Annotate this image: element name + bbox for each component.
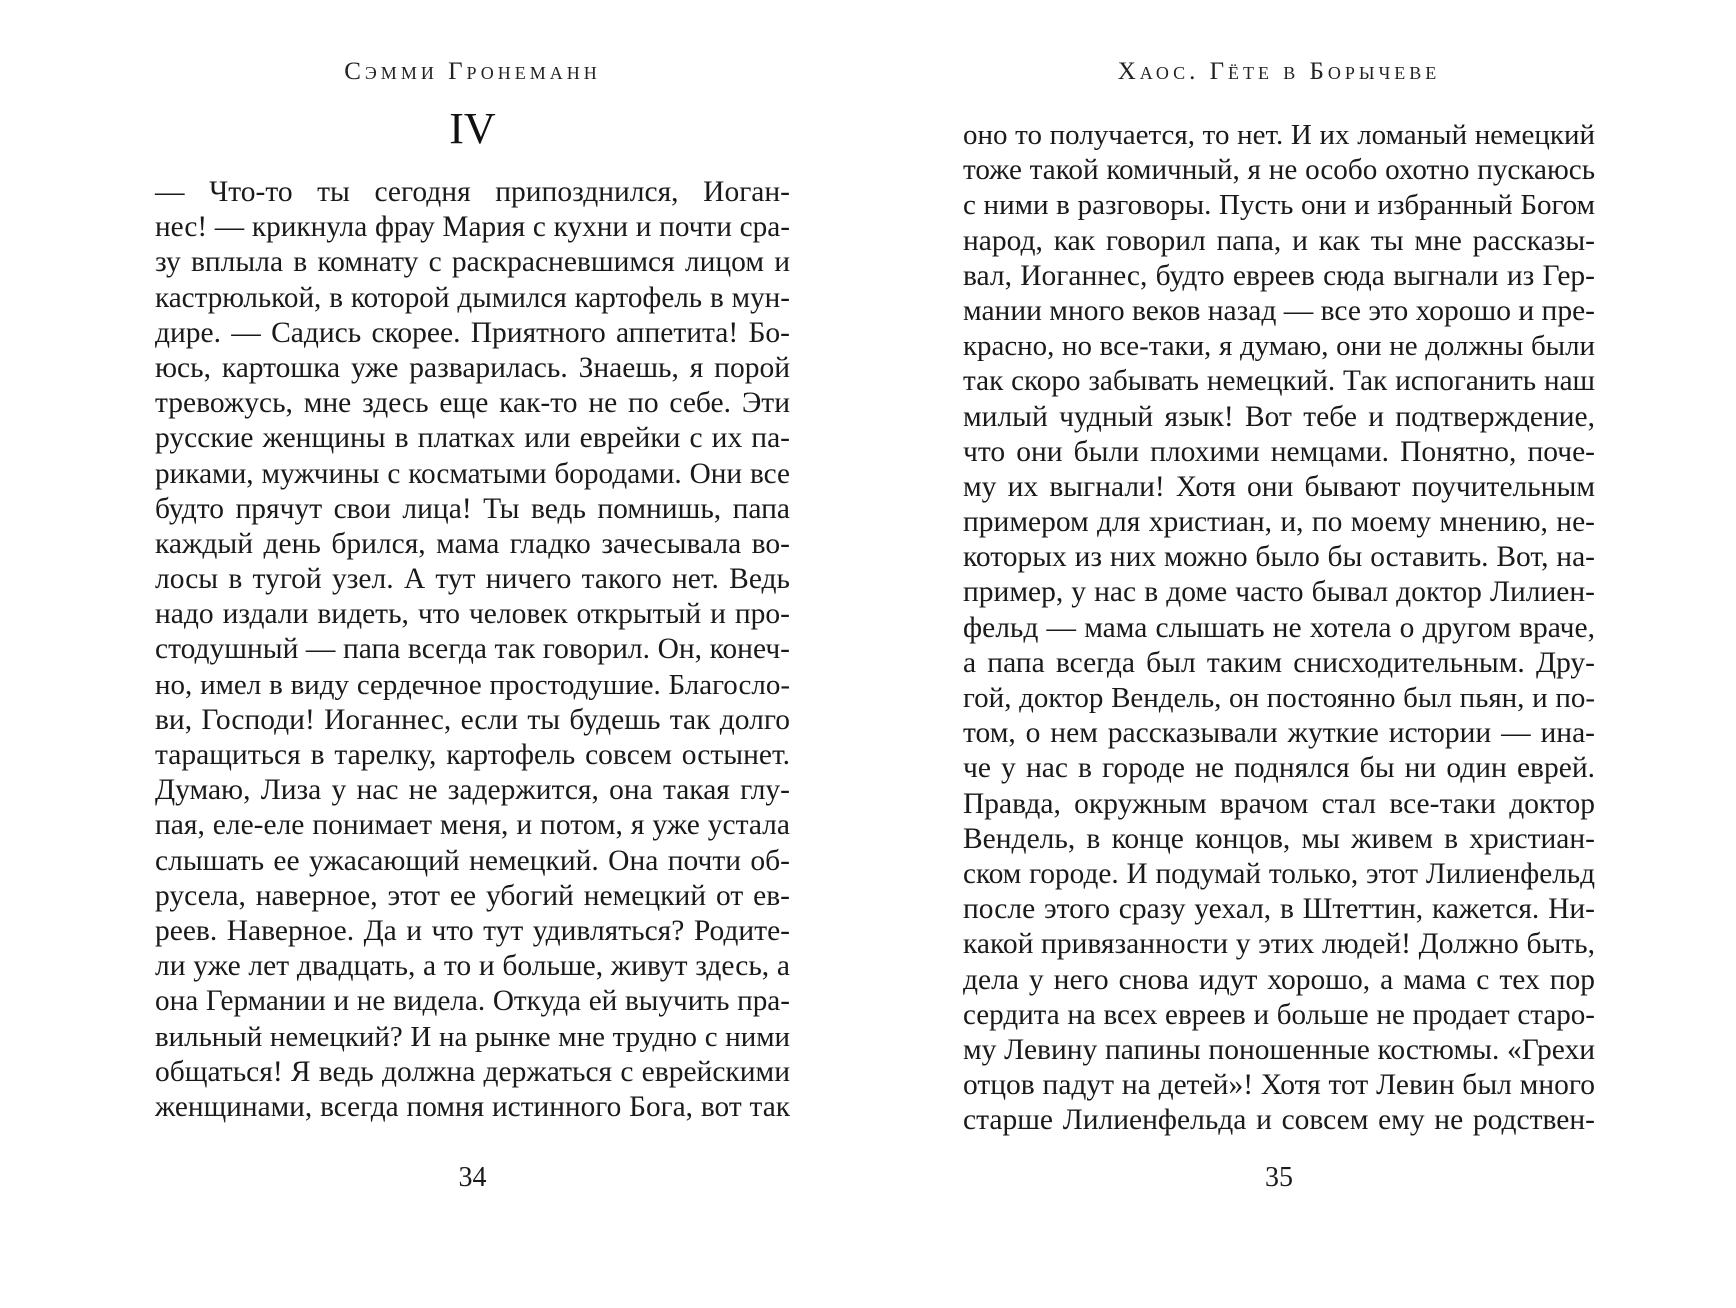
body-text [155, 175, 790, 1125]
text-line: народ, как говорил папа, и как ты мне рассказы- [963, 224, 1595, 257]
text-line: му их выгнали! Хотя они бывают поучительным [963, 470, 1595, 503]
text-line: она Германии и не видела. Откуда ей выучить пра- [155, 985, 790, 1018]
text-line: Думаю, Лиза у нас не задержится, она такая глу- [155, 774, 790, 807]
left-page [155, 0, 790, 1308]
text-line: надо издали видеть, что человек открытый и про- [155, 598, 790, 631]
text-line: стодушный — папа всегда так говорил. Он, конеч- [155, 633, 790, 666]
text-line: тоже такой комичный, я не особо охотно пускаюсь [963, 154, 1595, 187]
text-line: ском городе. И подумай только, этот Лилиенфельд [963, 857, 1595, 890]
text-line: том, о нем рассказывали жуткие истории — ина- [963, 717, 1595, 750]
text-line: какой привязанности у этих людей! Должно быть, [963, 928, 1595, 961]
text-line: Вендель, в конце концов, мы живем в христиан- [963, 822, 1595, 855]
text-line: которых из них можно было бы оставить. Вот, на- [963, 541, 1595, 574]
text-line: а папа всегда был таким снисходительным. Дру- [963, 646, 1595, 679]
chapter-heading: IV [449, 104, 496, 153]
text-line: милый чудный язык! Вот тебе и подтверждение, [963, 400, 1595, 433]
text-line: общаться! Я ведь должна держаться с еврейскими [155, 1055, 790, 1088]
text-line: нес! — крикнула фрау Мария с кухни и почти сра- [155, 211, 790, 244]
text-line: каждый день брился, мама гладко зачесывала во- [155, 527, 790, 560]
text-line: но, имел в виду сердечное простодушие. Благосло- [155, 668, 790, 701]
text-line: гой, доктор Вендель, он постоянно был пьян, и по- [963, 682, 1595, 714]
text-line: кастрюлькой, в которой дымился картофель в мун- [155, 281, 790, 314]
text-line: вал, Иоганнес, будто евреев сюда выгнали из Гер- [963, 259, 1595, 292]
text-line: русела, наверное, этот ее убогий немецкий от ев- [155, 879, 790, 912]
text-line: старше Лилиенфельда и совсем ему не родствен- [963, 1104, 1595, 1137]
text-line: слышать ее ужасающий немецкий. Она почти об- [155, 844, 790, 877]
text-line: че у нас в городе не поднялся бы ни один еврей. [963, 752, 1595, 785]
text-line: таращиться в тарелку, картофель совсем остынет. [155, 739, 790, 771]
text-line: ви, Господи! Иоганнес, если ты будешь так долго [155, 703, 790, 736]
text-line: отцов падут на детей»! Хотя тот Левин был много [963, 1069, 1595, 1102]
text-line: вильный немецкий? И на рынке мне трудно с ними [155, 1020, 790, 1053]
text-line: красно, но все-таки, я думаю, они не должны были [963, 330, 1595, 363]
text-line: реев. Наверное. Да и что тут удивляться? Родите- [155, 914, 790, 947]
text-line: с ними в разговоры. Пусть они и избранный Богом [963, 189, 1595, 222]
text-line: будто прячут свои лица! Ты ведь помнишь, папа [155, 492, 790, 525]
text-line: юсь, картошка уже разварилась. Знаешь, я порой [155, 351, 790, 384]
text-line: зу вплыла в комнату с раскрасневшимся лицом и [155, 246, 790, 279]
text-line: русские женщины в платках или еврейки с их па- [155, 422, 790, 455]
text-line: дире. — Садись скорее. Приятного аппетита! Бо- [155, 316, 790, 349]
text-line: так скоро забывать немецкий. Так испоганить наш [963, 365, 1595, 398]
text-line: риками, мужчины с косматыми бородами. Они все [155, 457, 790, 490]
text-line: мании много веков назад — все это хорошо и пре- [963, 294, 1595, 327]
text-line: что они были плохими немцами. Понятно, поче- [963, 435, 1595, 468]
text-line: дела у него снова идут хорошо, а мама с тех пор [963, 963, 1595, 996]
page-number: 34 [458, 1162, 487, 1193]
body-text [963, 118, 1595, 1138]
text-line: ли уже лет двадцать, а то и больше, живут здесь, а [155, 950, 790, 983]
text-line: му Левину папины поношенные костюмы. «Грехи [963, 1033, 1595, 1066]
text-line: Правда, окружным врачом стал все-таки доктор [963, 787, 1595, 820]
text-line: тревожусь, мне здесь еще как-то не по себе. Эти [155, 387, 790, 420]
text-line: женщинами, всегда помня истинного Бога, вот так [155, 1090, 790, 1123]
right-page [963, 0, 1595, 1308]
page-number: 35 [1265, 1162, 1293, 1193]
running-head-title: Хаос. Гёте в Борычеве [1117, 58, 1441, 85]
text-line: пая, еле-еле понимает меня, и потом, я уже устала [155, 809, 790, 842]
text-line: после этого сразу уехал, в Штеттин, кажется. Ни- [963, 893, 1595, 926]
text-line: примером для христиан, и, по моему мнению, не- [963, 506, 1595, 539]
running-head-author: Сэмми Гронеманн [344, 58, 601, 85]
text-line: оно то получается, то нет. И их ломаный немецкий [963, 119, 1595, 151]
text-line: — Что-то ты сегодня припозднился, Иоган- [155, 176, 790, 208]
text-line: сердита на всех евреев и больше не продает старо- [963, 998, 1595, 1031]
text-line: фельд — мама слышать не хотела о другом враче, [963, 611, 1595, 644]
text-line: пример, у нас в доме часто бывал доктор Лилиен- [963, 576, 1595, 609]
text-line: лосы в тугой узел. А тут ничего такого нет. Ведь [155, 563, 790, 596]
